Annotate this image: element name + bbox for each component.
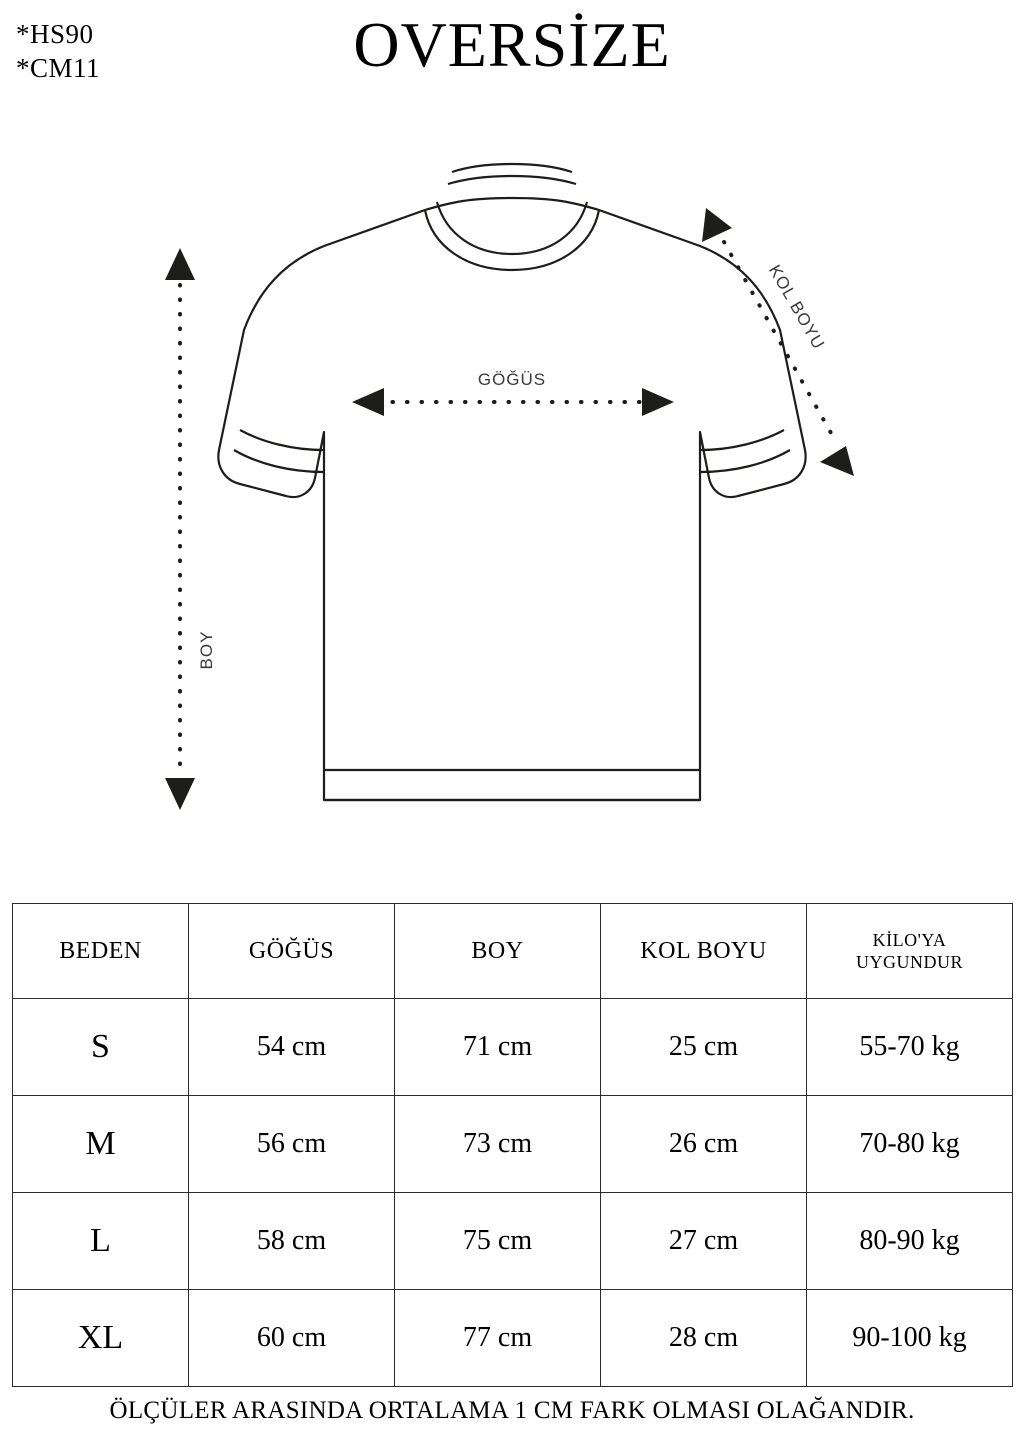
cell-boy: 73 cm bbox=[395, 1096, 601, 1193]
chest-measure-arrow bbox=[352, 388, 674, 416]
cell-gogus: 60 cm bbox=[189, 1290, 395, 1387]
cell-beden: L bbox=[13, 1193, 189, 1290]
cell-kilo: 70-80 kg bbox=[807, 1096, 1013, 1193]
cell-kilo: 80-90 kg bbox=[807, 1193, 1013, 1290]
cell-kol: 28 cm bbox=[601, 1290, 807, 1387]
table-header-row bbox=[13, 904, 1013, 999]
cell-gogus: 54 cm bbox=[189, 999, 395, 1096]
table-row bbox=[13, 1193, 1013, 1290]
cell-beden: M bbox=[13, 1096, 189, 1193]
size-table bbox=[12, 903, 1013, 1387]
cell-kol: 26 cm bbox=[601, 1096, 807, 1193]
cell-gogus: 56 cm bbox=[189, 1096, 395, 1193]
product-code-2: *CM11 bbox=[16, 52, 101, 83]
tshirt-outline bbox=[218, 164, 805, 800]
column-header-kol-boyu: KOL BOYU bbox=[601, 904, 807, 999]
size-table-wrapper bbox=[12, 903, 1012, 1387]
column-header-boy: BOY bbox=[395, 904, 601, 999]
length-label: BOY bbox=[197, 630, 216, 670]
cell-gogus: 58 cm bbox=[189, 1193, 395, 1290]
cell-beden: S bbox=[13, 999, 189, 1096]
footnote: ÖLÇÜLER ARASINDA ORTALAMA 1 CM FARK OLMASI OLAĞANDIR. bbox=[109, 1397, 915, 1424]
cell-kilo: 90-100 kg bbox=[807, 1290, 1013, 1387]
cell-boy: 75 cm bbox=[395, 1193, 601, 1290]
cell-boy: 71 cm bbox=[395, 999, 601, 1096]
cell-kilo: 55-70 kg bbox=[807, 999, 1013, 1096]
table-row bbox=[13, 1096, 1013, 1193]
kilo-header-line2: UYGUNDUR bbox=[856, 952, 963, 972]
cell-kol: 25 cm bbox=[601, 999, 807, 1096]
product-code-1: *HS90 bbox=[16, 19, 94, 49]
length-measure-arrow bbox=[165, 248, 195, 810]
chest-label: GÖĞÜS bbox=[477, 370, 547, 389]
column-header-beden: BEDEN bbox=[13, 904, 189, 999]
table-row bbox=[13, 999, 1013, 1096]
column-header-kilo bbox=[807, 904, 1013, 999]
sleeve-label: KOL BOYU bbox=[764, 261, 829, 353]
table-row bbox=[13, 1290, 1013, 1387]
kilo-header-line1: KİLO'YA bbox=[872, 929, 947, 950]
column-header-gogus: GÖĞÜS bbox=[189, 904, 395, 999]
cell-boy: 77 cm bbox=[395, 1290, 601, 1387]
cell-beden: XL bbox=[13, 1290, 189, 1387]
cell-kol: 27 cm bbox=[601, 1193, 807, 1290]
page-title: OVERSİZE bbox=[353, 9, 671, 80]
tshirt-diagram bbox=[0, 150, 1024, 890]
sleeve-measure-arrow bbox=[702, 208, 854, 476]
